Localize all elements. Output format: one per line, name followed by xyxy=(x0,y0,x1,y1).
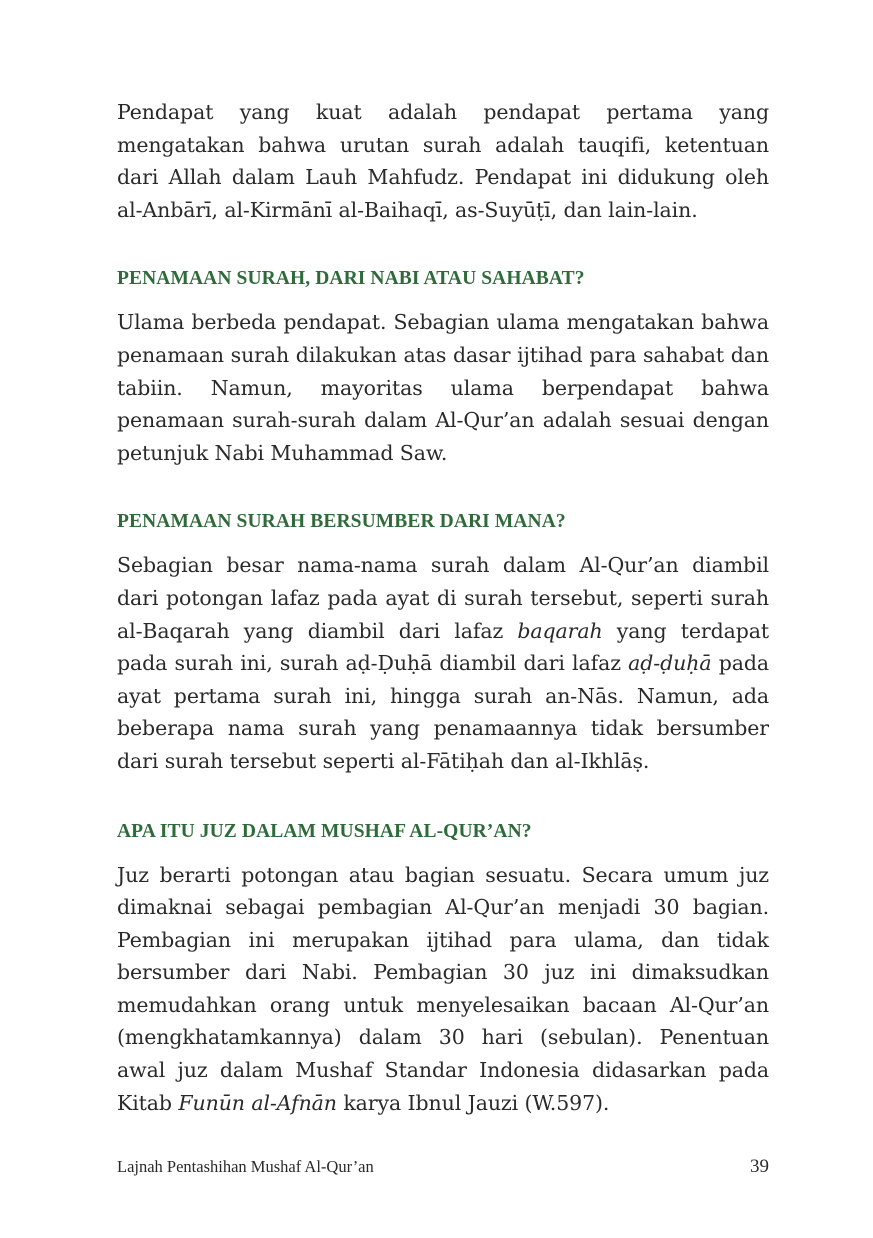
juz-paragraph: Juz berarti potongan atau bagian sesuatu. Secara umum juz dimaknai sebagai pembagian Al-Qur’an menjadi 30 bagian. Pembagian ini merupakan ijtihad para ulama, dan tidak bersumber dari Nabi. Pembagian 30 juz ini dimaksudkan memudahkan orang untuk menyelesaikan bacaan Al-Qur’an (mengkhatamkannya) dalam 30 hari (sebulan). Penentuan awal juz dalam Mushaf Standar Indonesia didasarkan pada Kitab Funūn al-Afnān karya Ibnul Jauzi (W.597). xyxy=(117,862,769,1115)
section-heading-naming-source: PENAMAAN SURAH BERSUMBER DARI MANA? xyxy=(117,511,566,533)
page-footer xyxy=(117,1156,769,1178)
section-heading-naming-origin: PENAMAAN SURAH, DARI NABI ATAU SAHABAT? xyxy=(117,268,585,290)
intro-paragraph: Pendapat yang kuat adalah pendapat pertama yang mengatakan bahwa urutan surah adalah tauqifi, ketentuan dari Allah dalam Lauh Mahfudz. Pendapat ini didukung oleh al-Anbārī, al-Kirmānī al-Baihaqī, as-Suyūṭī, dan lain-lain. xyxy=(117,100,769,222)
term-baqarah: baqarah xyxy=(517,618,603,643)
page-number: 39 xyxy=(750,1156,769,1177)
naming-source-paragraph: Sebagian besar nama-nama surah dalam Al-Qur’an diambil dari potongan lafaz pada ayat di surah tersebut, seperti surah al-Baqarah yang diambil dari lafaz baqarah yang terdapat pada surah ini, surah aḍ-Ḍuḥā diambil dari lafaz aḍ-ḍuḥā pada ayat pertama surah ini, hingga surah an-Nās. Namun, ada beberapa nama surah yang penamaannya tidak bersumber dari surah tersebut seperti al-Fātiḥah dan al-Ikhlāṣ. xyxy=(117,553,770,773)
footer-publisher: Lajnah Pentashihan Mushaf Al-Qur’an xyxy=(117,1157,374,1176)
term-book-title: Funūn al-Afnān xyxy=(178,1090,337,1115)
section-heading-juz: APA ITU JUZ DALAM MUSHAF AL-QUR’AN? xyxy=(117,820,532,842)
naming-origin-paragraph: Ulama berbeda pendapat. Sebagian ulama mengatakan bahwa penamaan surah dilakukan atas dasar ijtihad para sahabat dan tabiin. Namun, mayoritas ulama berpendapat bahwa penamaan surah-surah dalam Al-Qur’an adalah sesuai dengan petunjuk Nabi Muhammad Saw. xyxy=(117,310,769,465)
page-content xyxy=(117,96,769,1119)
term-ad-duha: aḍ-ḍuḥā xyxy=(628,651,712,676)
